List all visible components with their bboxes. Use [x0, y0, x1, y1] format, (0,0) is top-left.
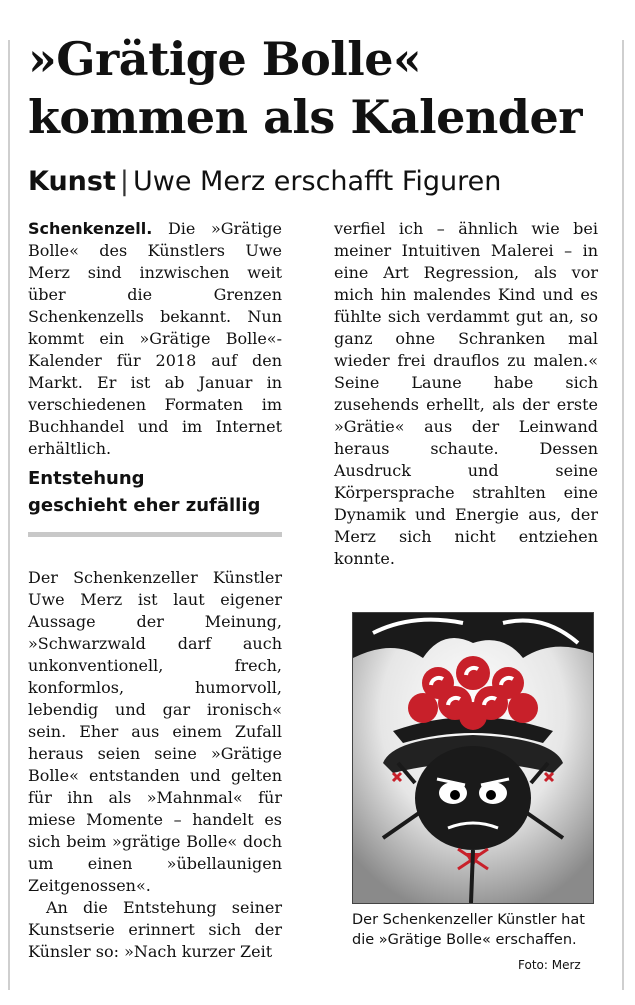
artwork-photo — [352, 612, 594, 904]
lead-text: Die »Grätige Bolle« des Künstlers Uwe Merz sind inzwischen weit über die Grenzen Schenkenzells bekannt. Nun kommt ein »Grätige Bolle«-Kalender für 2018 auf den Markt. Er ist ab Januar in verschiedenen Formaten im Buchhandel und im Internet erhältlich. — [28, 219, 282, 458]
body-column-left — [28, 567, 282, 963]
photo-caption: Der Schenkenzeller Künstler hat die »Grätige Bolle« erschaffen. — [352, 912, 585, 948]
right-border-rule — [622, 40, 624, 990]
section-heading-line-1: Entstehung — [28, 468, 145, 489]
subheadline-text: Uwe Merz erschafft Figuren — [132, 166, 502, 197]
dateline: Schenkenzell. — [28, 219, 153, 238]
section-heading-line-2: geschieht eher zufällig — [28, 495, 261, 516]
body-paragraph-continued: verfiel ich – ähnlich wie bei meiner Intuitiven Malerei – in eine Art Regression, als vor mich hin malendes Kind und es fühlte sich verdammt gut an, so ganz ohne Schranken mal wieder frei drauflos zu malen.« Seine Laune habe sich zusehends erhellt, als der erste »Grätie« aus der Leinwand heraus schaute. Dessen Ausdruck und seine Körpersprache strahlten eine Dynamik und Energie aus, der Merz sich nicht entziehen konnte. — [334, 219, 598, 568]
left-border-rule — [8, 40, 10, 990]
headline — [28, 30, 618, 146]
section-heading — [28, 465, 282, 519]
grumpy-figure-illustration — [353, 613, 593, 903]
kicker-divider: | — [119, 166, 129, 197]
headline-line-1: »Grätige Bolle« — [28, 32, 422, 86]
body-paragraph-1: Der Schenkenzeller Künstler Uwe Merz ist laut eigener Aussage der Meinung, »Schwarzwald darf auch unkonventionell, frech, konformlos, humorvoll, lebendig und gar ironisch« sein. Eher aus einem Zufall heraus seien seine »Grätige Bolle« entstanden und gelten für ihn als »Mahnmal« für miese Momente – handelt es sich beim »grätige Bolle« doch um einen »übellaunigen Zeitgenossen«. — [28, 568, 282, 895]
section-rule — [28, 532, 282, 537]
body-paragraph-2: An die Entstehung seiner Kunstserie erinnert sich der Künsler so: »Nach kurzer Zeit — [28, 898, 282, 961]
photo-credit: Foto: Merz — [518, 958, 581, 972]
headline-line-2: kommen als Kalender — [28, 90, 582, 144]
lead-paragraph — [28, 218, 282, 460]
kicker: Kunst — [28, 166, 116, 197]
body-column-right — [334, 218, 598, 570]
subheadline — [28, 165, 618, 199]
